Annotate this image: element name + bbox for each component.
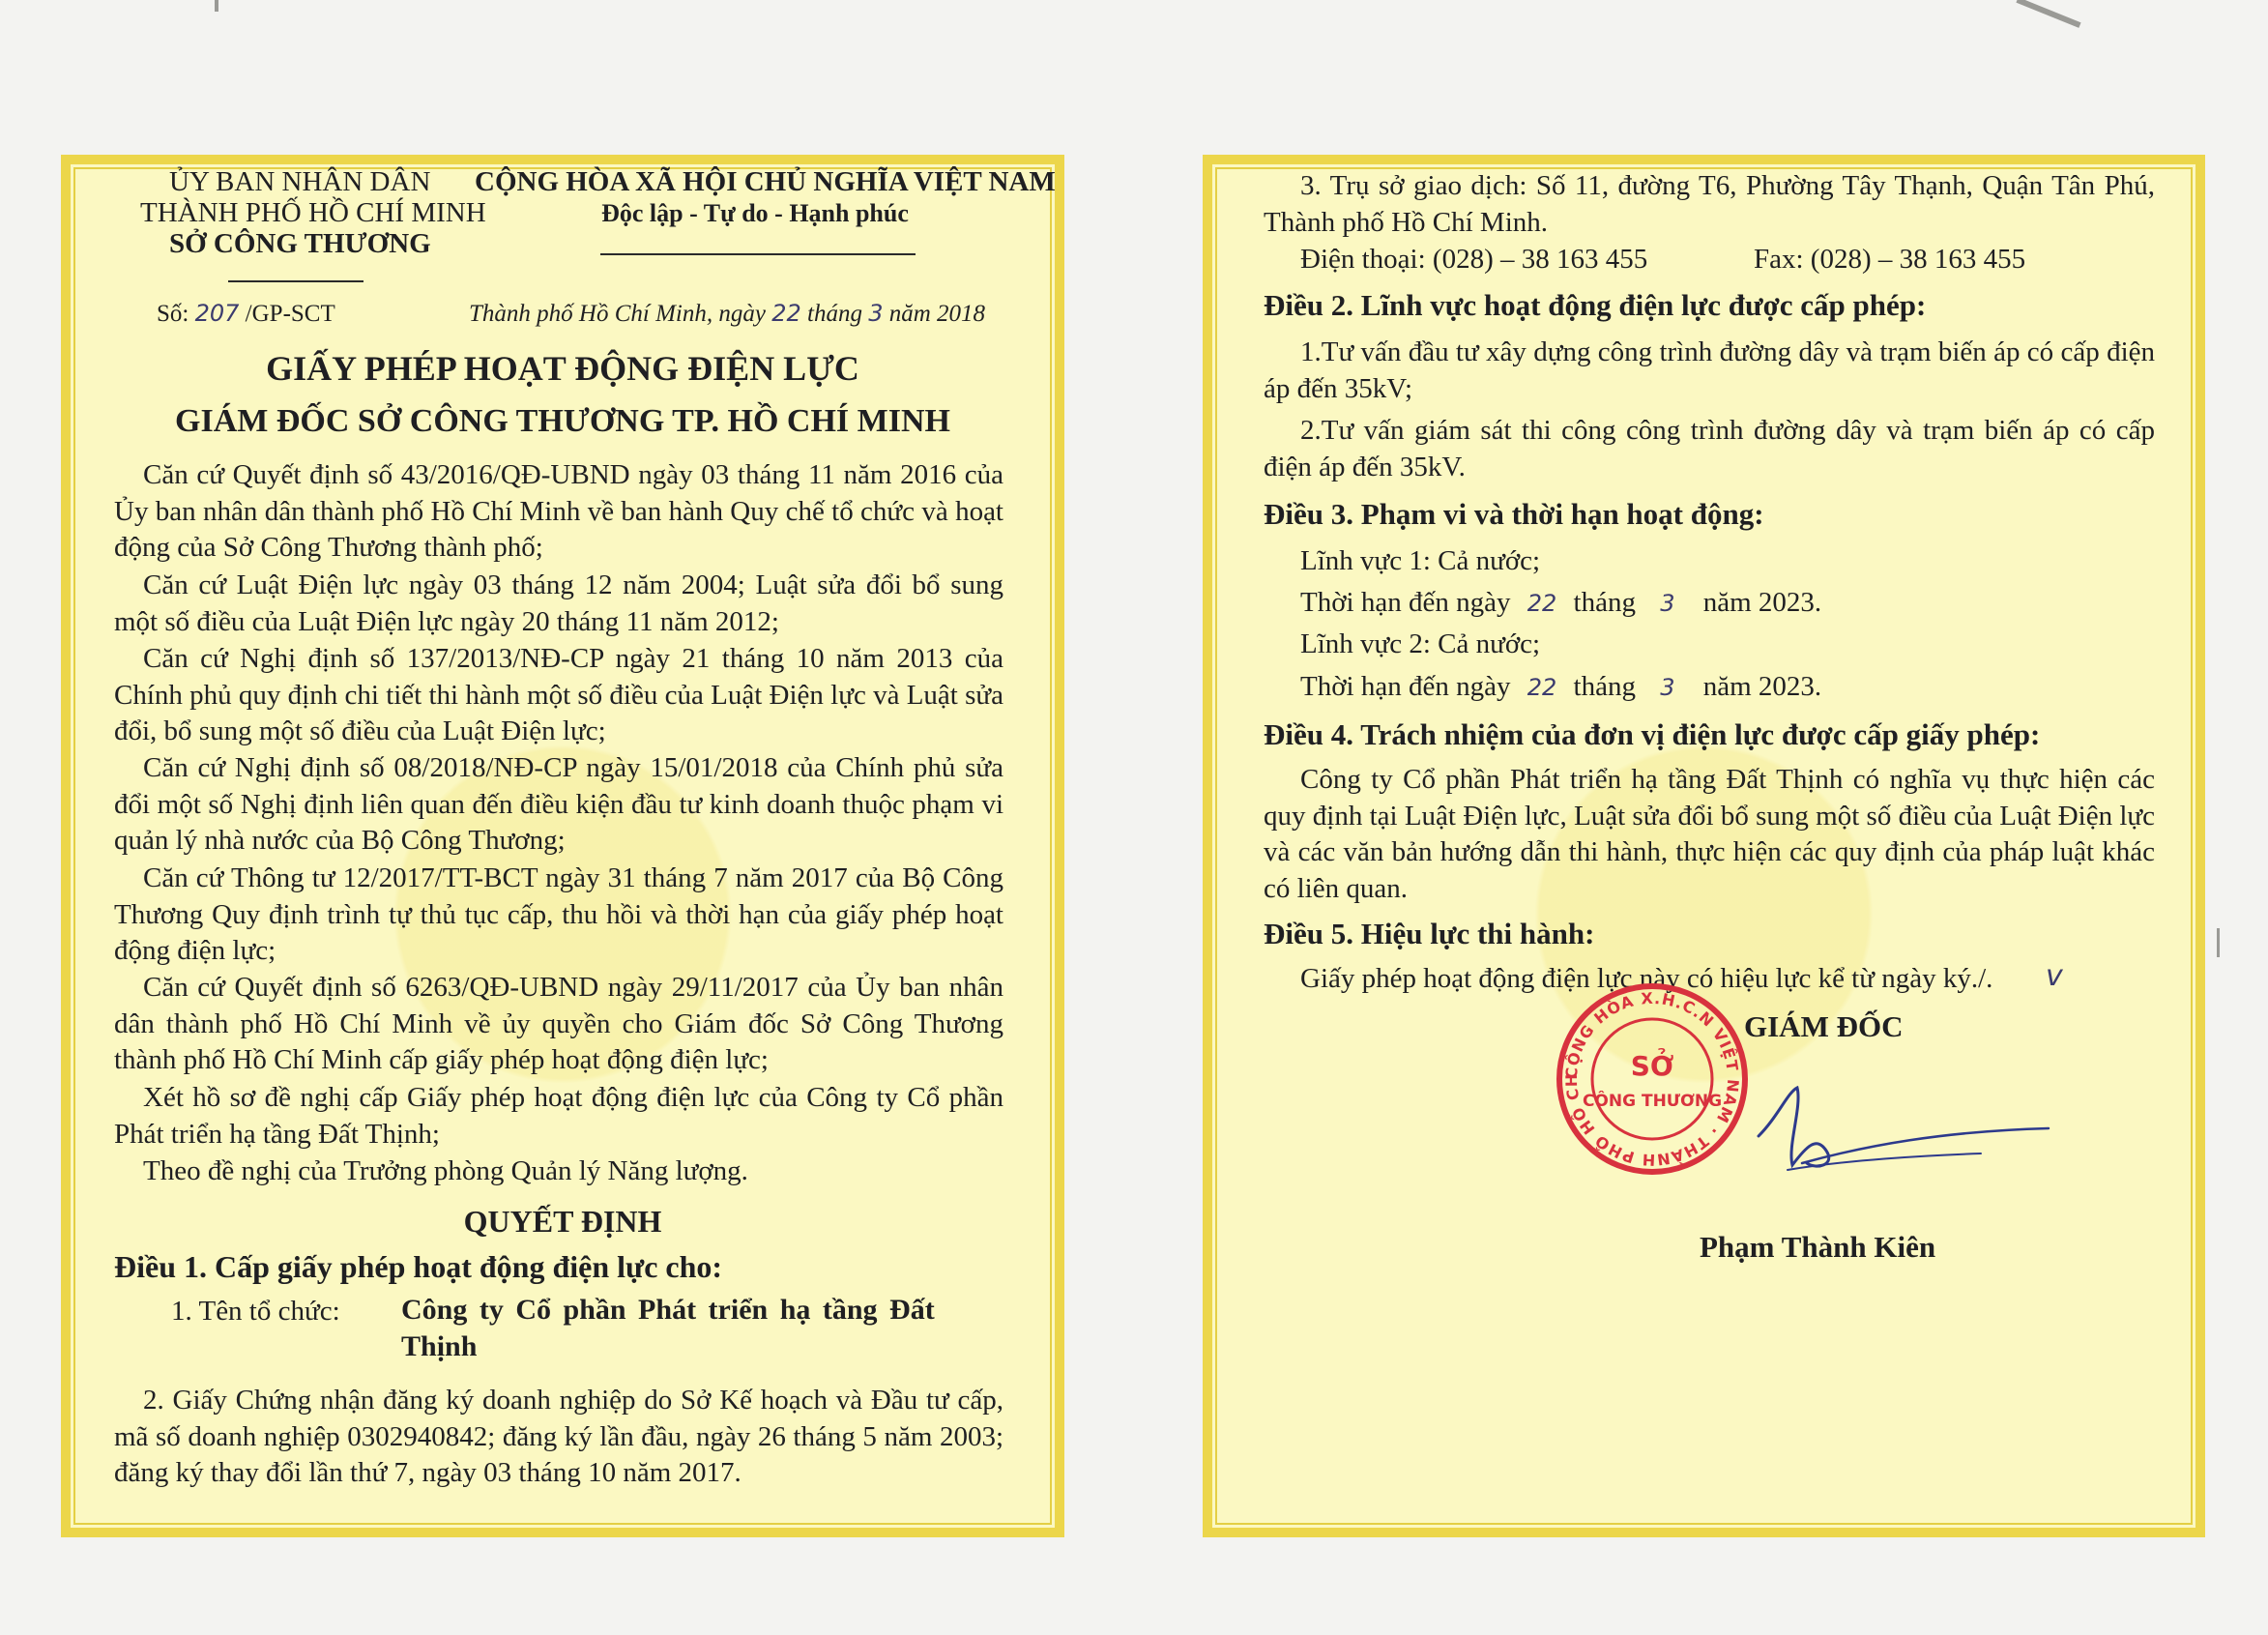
license-page-left	[61, 155, 1064, 1537]
seal-center-line-1: SỞ	[1630, 1050, 1674, 1082]
scope-1: Lĩnh vực 1: Cả nước;	[1300, 545, 1541, 576]
basis-paragraph: Xét hồ sơ đề nghị cấp Giấy phép hoạt động điện lực của Công ty Cổ phần Phát triển hạ tầng Đất Thịnh;	[114, 1082, 1003, 1150]
issuer-line-2: THÀNH PHỐ HỒ CHÍ MINH	[140, 197, 486, 228]
article-4-heading: Điều 4. Trách nhiệm của đơn vị điện lực được cấp giấy phép:	[1264, 717, 2041, 751]
scope-2: Lĩnh vực 2: Cả nước;	[1300, 628, 1541, 659]
term-label: Thời hạn đến ngày	[1300, 587, 1511, 618]
document-subtitle: GIÁM ĐỐC SỞ CÔNG THƯƠNG TP. HỒ CHÍ MINH	[175, 403, 950, 439]
registration-paragraph: 2. Giấy Chứng nhận đăng ký doanh nghiệp do Sở Kế hoạch và Đầu tư cấp, mã số doanh nghiệp 0302940842; đăng ký lần đầu, ngày 26 tháng 5 năm 2003; đăng ký thay đổi lần thứ 7, ngày 03 tháng 10 năm 2017.	[114, 1385, 1003, 1488]
number-handwritten: 207	[194, 300, 240, 327]
org-label: 1. Tên tổ chức:	[171, 1296, 340, 1327]
term-day: 22	[1527, 590, 1557, 617]
basis-paragraph: Căn cứ Quyết định số 6263/QĐ-UBND ngày 29/11/2017 của Ủy ban nhân dân thành phố Hồ Chí Minh về ủy quyền cho Giám đốc Sở Công Thương thành phố Hồ Chí Minh cấp giấy phép hoạt động điện lực;	[114, 972, 1003, 1075]
basis-paragraph: Căn cứ Nghị định số 137/2013/NĐ-CP ngày 21 tháng 10 năm 2013 của Chính phủ quy định chi tiết thi hành một số điều của Luật Điện lực và Luật sửa đổi, bổ sung một số điều của Luật Điện lực;	[114, 643, 1003, 746]
scan-mark	[215, 0, 218, 12]
field-2: 2.Tư vấn giám sát thi công công trình đường dây và trạm biến áp có cấp điện áp đến 35kV.	[1264, 415, 2155, 482]
scan-mark	[2016, 0, 2080, 28]
article-3-heading: Điều 3. Phạm vi và thời hạn hoạt động:	[1264, 497, 1764, 531]
basis-paragraph: Theo đề nghị của Trưởng phòng Quản lý Năng lượng.	[143, 1155, 748, 1186]
scan-mark	[2217, 928, 2220, 957]
director-title: GIÁM ĐỐC	[1744, 1009, 1904, 1043]
article-5-heading: Điều 5. Hiệu lực thi hành:	[1264, 917, 1595, 950]
phone: Điện thoại: (028) – 38 163 455	[1300, 244, 1648, 275]
date-year: năm 2018	[888, 301, 986, 327]
basis-paragraph: Căn cứ Quyết định số 43/2016/QĐ-UBND ngày 03 tháng 11 năm 2016 của Ủy ban nhân dân thành phố Hồ Chí Minh về ban hành Quy chế tổ chức và hoạt động của Sở Công Thương thành phố;	[114, 459, 1003, 563]
director-signature	[1749, 1078, 2068, 1184]
effect-statement: Giấy phép hoạt động điện lực này có hiệu lực kể từ ngày ký./.	[1300, 963, 1993, 994]
seal-graphic	[1556, 982, 1749, 1176]
responsibility-paragraph: Công ty Cổ phần Phát triển hạ tầng Đất Thịnh có nghĩa vụ thực hiện các quy định tại Luật Điện lực, Luật sửa đổi bổ sung một số điều của Luật Điện lực và các văn bản hướng dẫn thi hành, thực hiện các quy định của pháp luật khác có liên quan.	[1264, 764, 2155, 904]
signer-name: Phạm Thành Kiên	[1700, 1230, 1936, 1264]
nation-heading: CỘNG HÒA XÃ HỘI CHỦ NGHĨA VIỆT NAM	[475, 166, 1056, 197]
issuer-line-1: ỦY BAN NHÂN DÂN	[169, 166, 431, 197]
term-label: Thời hạn đến ngày	[1300, 671, 1511, 702]
term-year: năm 2023.	[1702, 671, 1822, 702]
license-page-right	[1203, 155, 2205, 1537]
date-place: Thành phố Hồ Chí Minh, ngày	[469, 301, 766, 327]
term-1	[1300, 587, 1821, 619]
article-1-heading: Điều 1. Cấp giấy phép hoạt động điện lực cho:	[114, 1249, 723, 1284]
org-name-line-1: Công ty Cổ phần Phát triển hạ tầng Đất	[401, 1294, 935, 1326]
license-number	[157, 300, 335, 328]
initials: v	[2046, 959, 2063, 993]
basis-paragraph: Căn cứ Thông tư 12/2017/TT-BCT ngày 31 tháng 7 năm 2017 của Bộ Công Thương Quy định trình tự thủ tục cấp, thu hồi và thời hạn của giấy phép hoạt động điện lực;	[114, 862, 1003, 966]
number-suffix: /GP-SCT	[245, 301, 335, 327]
term-year: năm 2023.	[1702, 587, 1822, 618]
org-name-line-2: Thịnh	[401, 1330, 478, 1362]
date-day: 22	[771, 300, 801, 327]
article-2-heading: Điều 2. Lĩnh vực hoạt động điện lực được cấp phép:	[1264, 288, 1927, 322]
basis-paragraph: Căn cứ Nghị định số 08/2018/NĐ-CP ngày 15/01/2018 của Chính phủ sửa đổi một số Nghị định liên quan đến điều kiện đầu tư kinh doanh thuộc phạm vi quản lý nhà nước của Bộ Công Thương;	[114, 752, 1003, 856]
issuer-line-3: SỞ CÔNG THƯƠNG	[169, 228, 431, 259]
date-month-label: tháng	[807, 301, 862, 327]
motto: Độc lập - Tự do - Hạnh phúc	[601, 199, 909, 227]
seal-ring-text: CỘNG HÒA X.H.C.N VIỆT NAM · THÀNH PHỐ HỒ CH	[1561, 988, 1743, 1170]
term-month: 3	[1660, 674, 1675, 701]
basis-paragraph: Căn cứ Luật Điện lực ngày 03 tháng 12 năm 2004; Luật sửa đổi bổ sung một số điều của Luật Điện lực ngày 20 tháng 11 năm 2012;	[114, 569, 1003, 637]
term-day: 22	[1527, 674, 1557, 701]
term-month-label: tháng	[1573, 587, 1636, 618]
address-paragraph: 3. Trụ sở giao dịch: Số 11, đường T6, Phường Tây Thạnh, Quận Tân Phú, Thành phố Hồ Chí Minh.	[1264, 170, 2155, 238]
issuer-underline	[228, 280, 363, 282]
issue-date	[469, 300, 985, 328]
motto-underline	[600, 253, 916, 255]
date-month: 3	[868, 300, 884, 327]
seal-center-line-2: CÔNG THƯƠNG	[1582, 1092, 1723, 1111]
fax: Fax: (028) – 38 163 455	[1754, 244, 2026, 275]
term-month-label: tháng	[1573, 671, 1636, 702]
field-1: 1.Tư vấn đầu tư xây dựng công trình đường dây và trạm biến áp có cấp điện áp đến 35kV;	[1264, 336, 2155, 404]
term-2	[1300, 671, 1821, 703]
document-title: GIẤY PHÉP HOẠT ĐỘNG ĐIỆN LỰC	[266, 349, 859, 388]
term-month: 3	[1660, 590, 1675, 617]
decision-heading: QUYẾT ĐỊNH	[463, 1204, 662, 1239]
number-prefix: Số:	[157, 301, 189, 327]
official-seal	[1556, 982, 1749, 1176]
